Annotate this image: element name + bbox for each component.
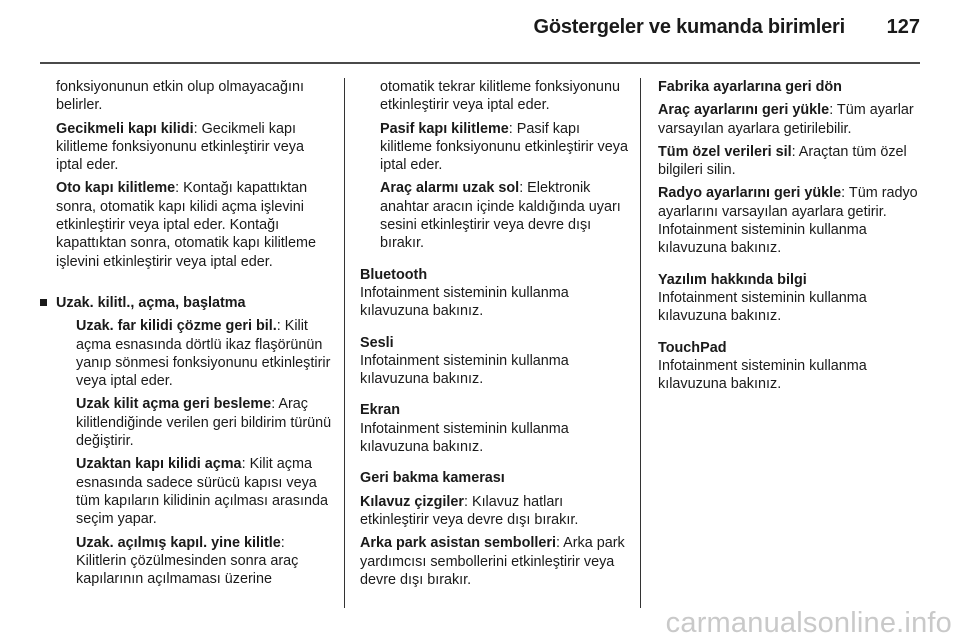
- section-text: Infotainment sisteminin kullanma kılavuzuna bakınız.: [658, 289, 867, 325]
- setting-desc: : Kilit açma esnasında dörtlü ikaz flaşörünün yanıp sönmesi fonksiyonunu etkinleştirir veya iptal eder.: [76, 318, 331, 390]
- page-title: Göstergeler ve kumanda birimleri: [533, 16, 845, 38]
- setting-term: Radyo ayarlarını geri yükle: [658, 185, 842, 202]
- setting-term: Arka park asistan sembolleri: [360, 535, 556, 552]
- setting-desc: : Elektronik anahtar aracın içinde kaldığında uyarı sesini etkinleştirir veya devre dışı bırakır.: [380, 180, 621, 252]
- setting-desc: : Arka park yardımcısı sembollerini etkinleştirir veya devre dışı bırakır.: [360, 535, 625, 588]
- section-touchpad: [658, 339, 926, 394]
- page-number: 127: [886, 16, 920, 38]
- setting-term: Araç alarmı uzak sol: [380, 180, 520, 197]
- setting-item: [658, 184, 926, 257]
- setting-desc: : Kilitlerin çözülmesinden sonra araç kapılarının açılmaması üzerine: [76, 534, 299, 588]
- column-2: [360, 78, 632, 594]
- setting-item: [658, 143, 926, 180]
- setting-term: Uzak. far kilidi çözme geri bil.: [76, 318, 277, 335]
- setting-item: [360, 493, 632, 530]
- setting-item: [380, 120, 632, 175]
- setting-term: Oto kapı kilitleme: [56, 180, 176, 197]
- column-1: [56, 78, 332, 276]
- column-divider-2: [640, 78, 641, 608]
- setting-term: Araç ayarlarını geri yükle: [658, 102, 830, 119]
- section-bluetooth: [360, 266, 632, 321]
- setting-term: Gecikmeli kapı kilidi: [56, 120, 194, 137]
- setting-desc: : Araçtan tüm özel bilgileri silin.: [658, 143, 907, 179]
- header-divider: [40, 62, 920, 64]
- paragraph: fonksiyonunun etkin olup olmayacağını belirler.: [56, 79, 304, 114]
- section-title: Fabrika ayarlarına geri dön: [658, 79, 842, 95]
- setting-item: [380, 179, 632, 252]
- paragraph: otomatik tekrar kilitleme fonksiyonunu etkinleştirir veya iptal eder.: [380, 79, 620, 114]
- setting-item: [360, 534, 632, 589]
- setting-desc: : Gecikmeli kapı kilitleme fonksiyonunu etkinleştirir veya iptal eder.: [56, 120, 304, 174]
- setting-desc: : Kontağı kapattıktan sonra, otomatik kapı kilidi açma işlevini etkinleştirir veya iptal eder. Kontağı kapattıktan sonra, otomatik kapı kilitleme işlevini etkinleştirir veya iptal eder.: [56, 180, 316, 270]
- setting-item: [76, 395, 332, 450]
- section-camera: [360, 469, 632, 589]
- setting-term: Pasif kapı kilitleme: [380, 120, 509, 137]
- column-3: [658, 78, 926, 393]
- section-text: Infotainment sisteminin kullanma kılavuzuna bakınız.: [360, 352, 569, 388]
- setting-term: Uzak. açılmış kapıl. yine kilitle: [76, 534, 281, 551]
- page-header: [0, 0, 960, 62]
- section-title: Yazılım hakkında bilgi: [658, 271, 807, 288]
- section-title: Bluetooth: [360, 266, 428, 283]
- section-text: Infotainment sisteminin kullanma kılavuzuna bakınız.: [658, 357, 867, 393]
- bullet-block: [56, 294, 346, 593]
- setting-item: [76, 534, 332, 589]
- setting-desc: : Kilit açma esnasında sadece sürücü kapısı veya tüm kapıların kilidinin açılması arasında seçim yapar.: [76, 456, 328, 528]
- section-sesli: [360, 334, 632, 389]
- section-software-info: [658, 271, 926, 326]
- setting-term: Kılavuz çizgiler: [360, 493, 464, 510]
- section-text: Infotainment sisteminin kullanma kılavuzuna bakınız.: [360, 420, 569, 456]
- setting-term: Uzak kilit açma geri besleme: [76, 396, 272, 413]
- setting-item: [56, 179, 332, 270]
- setting-desc: : Pasif kapı kilitleme fonksiyonunu etkinleştirir veya iptal eder.: [380, 120, 628, 174]
- setting-desc: : Tüm radyo ayarlarını varsayılan ayarlara getirir. Infotainment sisteminin kullanma kılavuzuna bakınız.: [658, 185, 918, 257]
- watermark: carmanualsonline.info: [665, 607, 952, 639]
- setting-item: [56, 120, 332, 175]
- section-title: Sesli: [360, 334, 394, 351]
- setting-item: [76, 317, 332, 390]
- setting-desc: : Kılavuz hatları etkinleştirir veya devre dışı bırakır.: [360, 493, 579, 528]
- setting-item: [76, 455, 332, 528]
- section-reset: [658, 78, 926, 258]
- setting-desc: : Tüm ayarlar varsayılan ayarlara getirilebilir.: [658, 102, 914, 137]
- setting-desc: : Araç kilitlendiğinde verilen geri bildirim türünü değiştirir.: [76, 396, 332, 450]
- setting-term: Uzaktan kapı kilidi açma: [76, 456, 242, 473]
- bullet-square-icon: [40, 299, 47, 306]
- bullet-heading: Uzak. kilitl., açma, başlatma: [36, 294, 346, 312]
- setting-term: Tüm özel verileri sil: [658, 143, 792, 160]
- setting-item: [658, 101, 926, 138]
- section-text: Infotainment sisteminin kullanma kılavuzuna bakınız.: [360, 284, 569, 320]
- section-title: Geri bakma kamerası: [360, 470, 505, 487]
- section-title: TouchPad: [658, 339, 727, 356]
- section-ekran: [360, 401, 632, 456]
- section-title: Ekran: [360, 402, 400, 419]
